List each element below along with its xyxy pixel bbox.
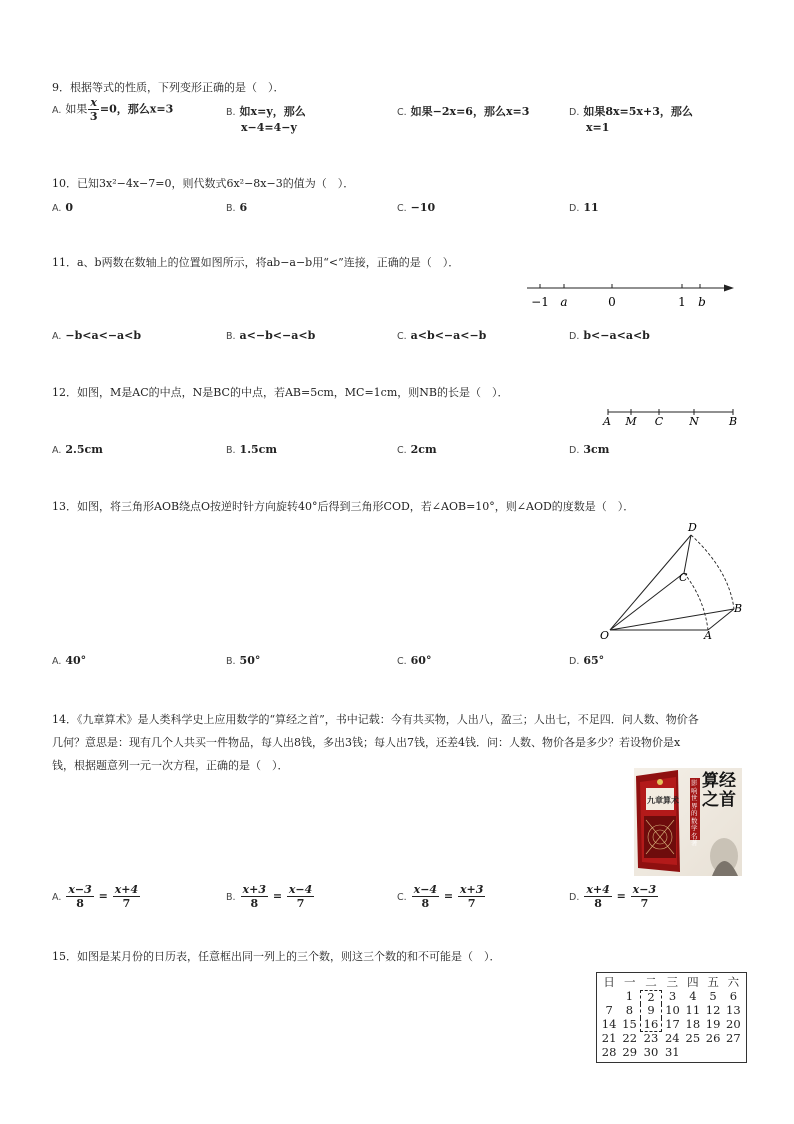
book-side-title: 算经之首 [702, 771, 736, 810]
book-banner: 影响世界的数学名著 [691, 779, 698, 847]
calendar-cell: 18 [685, 1017, 701, 1032]
axis-label-a: a [560, 295, 568, 309]
option-label: A. [52, 445, 62, 456]
q9-a-fraction: $\frac{x}{3}$ [89, 96, 98, 123]
q12-option-a[interactable] [52, 443, 103, 456]
q9-b-line1: 如x=y，那么 [239, 105, 306, 118]
option-label: A. [52, 104, 62, 116]
q13-c-text: 60° [410, 654, 432, 667]
q9-option-a[interactable] [52, 96, 173, 123]
q12-segment-figure [598, 406, 742, 432]
calendar-row [599, 1018, 744, 1032]
calendar-cell-framed: 9 [640, 1004, 662, 1018]
calendar-cell: 8 [625, 1003, 634, 1018]
option-label: D. [569, 445, 580, 456]
axis-label-0: 0 [608, 295, 616, 309]
point-label-a: A [704, 629, 712, 642]
point-label-b: B [728, 415, 738, 428]
option-label: C. [397, 203, 407, 214]
option-label: D. [569, 107, 580, 118]
calendar-cell: 4 [689, 989, 697, 1004]
q9-option-d[interactable] [569, 103, 693, 119]
q11-option-c[interactable] [397, 329, 486, 342]
q11-stem: 11．a、b两数在数轴上的位置如图所示，将ab−a−b用“<”连接，正确的是（ ）． [52, 256, 460, 269]
q13-option-b[interactable] [226, 654, 260, 667]
option-label: B. [226, 331, 236, 342]
q13-option-d[interactable] [569, 654, 604, 667]
option-label: C. [397, 891, 407, 903]
calendar-cell: 24 [664, 1031, 680, 1046]
calendar-cell: 28 [601, 1044, 617, 1059]
q13-option-a[interactable] [52, 654, 86, 667]
option-label: A. [52, 656, 62, 667]
calendar-cell: 20 [726, 1017, 741, 1032]
option-label: B. [226, 891, 236, 903]
calendar-header: 四 [687, 975, 699, 990]
q9-option-b[interactable] [226, 103, 306, 119]
calendar-cell: 3 [668, 989, 677, 1004]
q9-option-c[interactable] [397, 103, 529, 119]
calendar-cell: 5 [709, 989, 717, 1004]
option-label: A. [52, 203, 62, 214]
calendar-header: 二 [645, 975, 657, 989]
q12-b-text: 1.5cm [239, 443, 278, 456]
calendar-cell: 26 [705, 1031, 721, 1046]
calendar-cell: 12 [705, 1003, 721, 1018]
option-label: B. [226, 445, 236, 456]
calendar-header: 六 [727, 975, 740, 990]
q13-b-text: 50° [239, 654, 261, 667]
calendar-cell: 23 [643, 1031, 659, 1046]
option-label: B. [226, 107, 236, 118]
calendar-cell: 11 [685, 1003, 701, 1018]
book-title: 九章算术 [647, 796, 679, 805]
point-label-b: B [734, 602, 743, 615]
calendar-cell [599, 990, 619, 1004]
option-label: D. [569, 891, 580, 903]
option-label: D. [569, 203, 580, 214]
jiuzhang-suanshu-book-image [634, 768, 742, 876]
calendar-header-row [599, 976, 744, 990]
q11-number-line [522, 278, 736, 312]
point-label-o: O [600, 629, 610, 642]
calendar-cell: 30 [643, 1044, 659, 1059]
q13-stem: 13．如图，将三角形AOB绕点O按逆时针方向旋转40°后得到三角形COD，若∠AOB=10°，则∠AOD的度数是（ ）． [52, 500, 635, 513]
option-label: D. [569, 331, 580, 342]
calendar-cell: 1 [625, 989, 634, 1004]
q10-c-text: −10 [410, 201, 436, 214]
axis-label-b: b [698, 295, 706, 309]
calendar-cell: 29 [622, 1044, 638, 1059]
point-label-c: C [679, 571, 688, 584]
option-label: C. [397, 656, 407, 667]
q9-a-post: =0，那么x=3 [99, 102, 174, 116]
q12-c-text: 2cm [410, 443, 437, 456]
option-label: B. [226, 656, 236, 667]
calendar-header: 一 [623, 975, 636, 990]
q14-option-d[interactable]: D. $\frac{x+4}{8}$ = $\frac{x-3}{7}$ [569, 883, 657, 910]
q14-option-c[interactable]: C. $\frac{x-4}{8}$ = $\frac{x+3}{7}$ [397, 883, 484, 910]
q11-option-d[interactable] [569, 329, 650, 342]
point-label-d: D [688, 521, 697, 534]
calendar-cell: 6 [729, 989, 738, 1004]
q10-stem: 10．已知3x²−4x−7=0，则代数式6x²−8x−3的值为（ ）． [52, 177, 355, 190]
calendar-cell-framed: 16 [640, 1018, 662, 1032]
axis-label-neg1: −1 [531, 295, 549, 309]
calendar-cell: 7 [605, 1003, 613, 1018]
option-label: D. [569, 656, 580, 667]
option-label: C. [397, 445, 407, 456]
point-label-n: N [689, 415, 699, 428]
calendar-cell: 22 [622, 1031, 638, 1046]
q13-d-text: 65° [583, 654, 605, 667]
q14-option-a[interactable]: A. $\frac{x-3}{8}$ = $\frac{x+4}{7}$ [52, 883, 139, 910]
q9-d-line1: 如果8x=5x+3，那么 [583, 105, 693, 118]
calendar-cell [723, 1046, 743, 1060]
calendar-row [599, 1032, 744, 1046]
q12-stem: 12．如图，M是AC的中点，N是BC的中点，若AB=5cm，MC=1cm，则NB的长是（ ）． [52, 386, 509, 399]
q11-c-text: a<b<−a<−b [410, 329, 487, 342]
q12-option-d[interactable] [569, 443, 609, 456]
calendar-table [596, 972, 747, 1063]
q10-option-d[interactable] [569, 201, 599, 214]
q14-stem: 14．《九章算术》是人类科学史上应用数学的“算经之首”，书中记载：今有共买物，人出八，盈三；人出七，不足四．问人数、物价各几何？意思是：现有几个人共买一件物品，每人出8钱，多出3钱；每人出7钱，还差4钱．问：人数、物价各是多少？若设物价是x钱，根据题意列一元一次方程，正确的是（ ）． [52, 713, 699, 772]
q9-a-pre: 如果 [65, 102, 88, 116]
calendar-cell: 19 [705, 1017, 721, 1032]
q10-option-a[interactable] [52, 201, 73, 214]
q15-stem: 15．如图是某月份的日历表，任意框出同一列上的三个数，则这三个数的和不可能是（ ）． [52, 950, 501, 963]
option-label: C. [397, 331, 407, 342]
q11-a-text: −b<a<−a<b [65, 329, 142, 342]
q11-d-text: b<−a<a<b [583, 329, 650, 342]
q9-d-line2: x=1 [586, 121, 610, 134]
point-label-a: A [603, 415, 611, 428]
q12-a-text: 2.5cm [65, 443, 103, 456]
calendar-cell: 15 [622, 1017, 637, 1032]
q10-b-text: 6 [239, 201, 248, 214]
calendar-cell [703, 1046, 723, 1060]
calendar-header: 三 [666, 975, 679, 990]
calendar-cell: 27 [726, 1031, 741, 1046]
calendar-row [599, 1046, 744, 1060]
q9-c-text: 如果−2x=6，那么x=3 [410, 105, 530, 118]
calendar-cell-framed: 2 [640, 990, 662, 1004]
q13-rotation-figure [596, 518, 746, 646]
calendar-row [599, 990, 744, 1004]
q12-d-text: 3cm [583, 443, 610, 456]
option-label: C. [397, 107, 407, 118]
calendar-cell: 14 [601, 1017, 617, 1032]
q11-option-b[interactable] [226, 329, 315, 342]
option-label: B. [226, 203, 236, 214]
point-label-m: M [625, 415, 637, 428]
q13-a-text: 40° [65, 654, 87, 667]
calendar-cell: 10 [665, 1003, 680, 1018]
q10-d-text: 11 [583, 201, 599, 214]
point-label-c: C [654, 415, 664, 428]
q9-b-line2: x−4=4−y [241, 121, 297, 134]
axis-label-1: 1 [678, 295, 686, 309]
q10-option-c[interactable] [397, 201, 435, 214]
calendar-cell [683, 1046, 703, 1060]
calendar-cell: 13 [726, 1003, 741, 1018]
q11-option-a[interactable] [52, 329, 141, 342]
calendar-header: 日 [603, 975, 615, 990]
q14-option-b[interactable]: B. $\frac{x+3}{8}$ = $\frac{x-4}{7}$ [226, 883, 313, 910]
calendar-cell: 31 [664, 1044, 680, 1059]
calendar-header: 五 [707, 975, 719, 990]
q12-option-c[interactable] [397, 443, 437, 456]
q10-option-b[interactable] [226, 201, 247, 214]
q11-b-text: a<−b<−a<b [239, 329, 316, 342]
q9-stem: 9．根据等式的性质，下列变形正确的是（ ）． [52, 81, 285, 94]
calendar-cell: 25 [685, 1031, 701, 1046]
option-label: A. [52, 331, 62, 342]
calendar-row [599, 1004, 744, 1018]
q12-option-b[interactable] [226, 443, 277, 456]
q13-option-c[interactable] [397, 654, 431, 667]
calendar-cell: 17 [665, 1017, 680, 1032]
option-label: A. [52, 891, 62, 903]
q10-a-text: 0 [65, 201, 74, 214]
calendar-cell: 21 [601, 1031, 617, 1046]
